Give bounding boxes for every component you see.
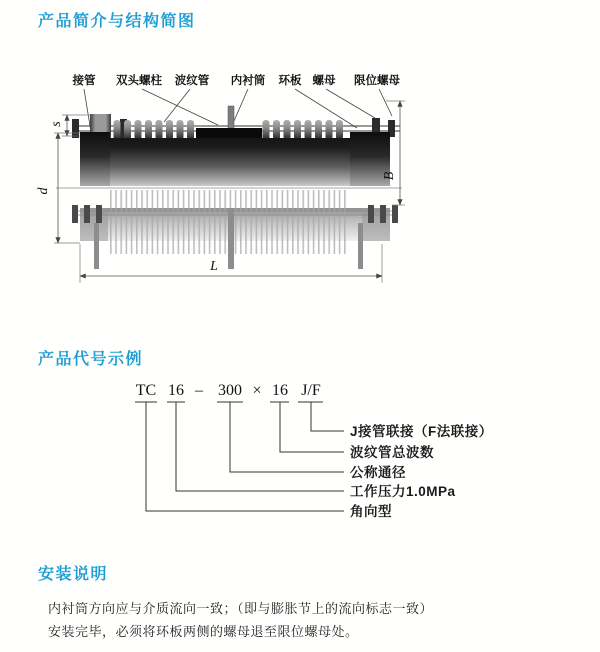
code-token-times: × [252,382,262,399]
annotation-pressure: 工作压力1.0MPa [350,484,456,499]
code-token-joint: J/F [301,382,321,399]
label-limit-nut: 限位螺母 [354,75,400,87]
annotation-wave-count: 波纹管总波数 [350,445,434,460]
label-bellows: 波纹管 [174,75,210,87]
section-heading-install: 安装说明 [38,566,109,583]
dim-label-l: L [210,259,218,274]
install-instructions [48,601,528,647]
label-nut: 螺母 [312,75,336,87]
code-connector-lines [135,402,344,511]
annotation-angular-type: 角向型 [350,504,392,519]
code-annotations [350,423,493,519]
bellows-barrel [108,138,352,186]
label-connection-pipe: 接管 [72,75,96,87]
rod-nut-left-outer [72,119,79,138]
product-code-diagram [0,373,600,525]
annotation-joint-type: J接管联接（F法联接） [350,424,493,439]
install-line-2: 安装完毕，必须将环板两侧的螺母退至限位螺母处。 [48,624,359,639]
code-tokens [136,382,321,399]
code-token-pressure: 16 [168,382,184,399]
section-heading-intro: 产品简介与结构简图 [38,13,196,30]
label-ring-plate: 环板 [278,75,302,87]
section-heading-code: 产品代号示例 [38,351,144,368]
code-token-dash: – [195,382,203,399]
structure-diagram [0,58,600,313]
code-token-waves: 16 [272,382,288,399]
end-collar-left [80,132,110,186]
stud-lower-center [228,208,234,269]
dim-label-s: s [49,121,64,127]
annotation-diameter: 公称通径 [350,465,406,480]
part-labels [72,73,401,87]
dim-label-d: d [36,187,51,195]
install-line-1: 内衬筒方向应与介质流向一致；（即与膨胀节上的流向标志一致） [48,601,434,616]
label-inner-liner: 内衬筒 [230,75,266,87]
code-token-diameter: 300 [218,382,242,399]
stud-lower-left [94,223,99,269]
dim-label-b: B [382,171,397,181]
stud-lower-right [358,223,363,269]
label-double-stud: 双头螺柱 [116,75,162,87]
code-token-type: TC [135,382,157,399]
